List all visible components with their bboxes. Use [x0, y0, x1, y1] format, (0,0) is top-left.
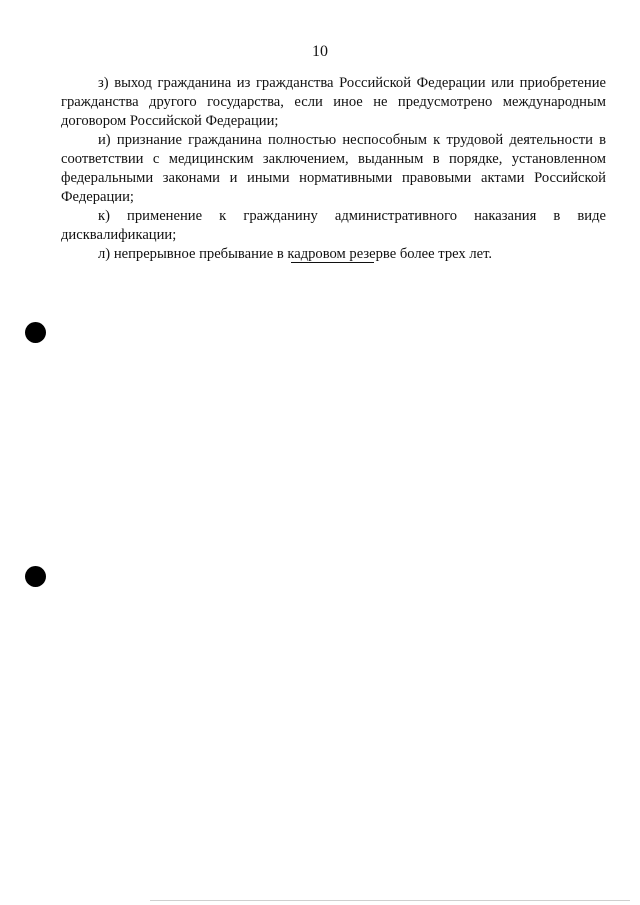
paragraph-z	[61, 74, 606, 131]
paragraph-k	[61, 207, 606, 245]
paragraph-label: л)	[98, 246, 111, 262]
page-number: 10	[312, 43, 328, 60]
paragraph-text: признание гражданина полностью неспособным к трудовой деятельности в соответствии с медицинским заключением, выданным в порядке, установленном федеральными законами и иными нормативными правовыми актами Российской Федерации;	[61, 132, 606, 205]
paragraph-label: и)	[98, 132, 111, 148]
paragraph-text: непрерывное пребывание в кадровом резерве более трех лет.	[113, 246, 493, 262]
paragraph-text: выход гражданина из гражданства Российской Федерации или приобретение гражданства другого государства, если иное не предусмотрено международным договором Российской Федерации;	[61, 75, 606, 129]
scan-edge-line	[150, 900, 630, 901]
document-body	[61, 74, 606, 264]
end-separator-line	[291, 262, 374, 263]
paragraph-text: применение к гражданину административного наказания в виде дисквалификации;	[61, 208, 606, 243]
punch-hole-mark	[25, 566, 46, 587]
paragraph-label: к)	[98, 208, 110, 224]
paragraph-i	[61, 131, 606, 207]
punch-hole-mark	[25, 322, 46, 343]
paragraph-label: з)	[98, 75, 109, 91]
